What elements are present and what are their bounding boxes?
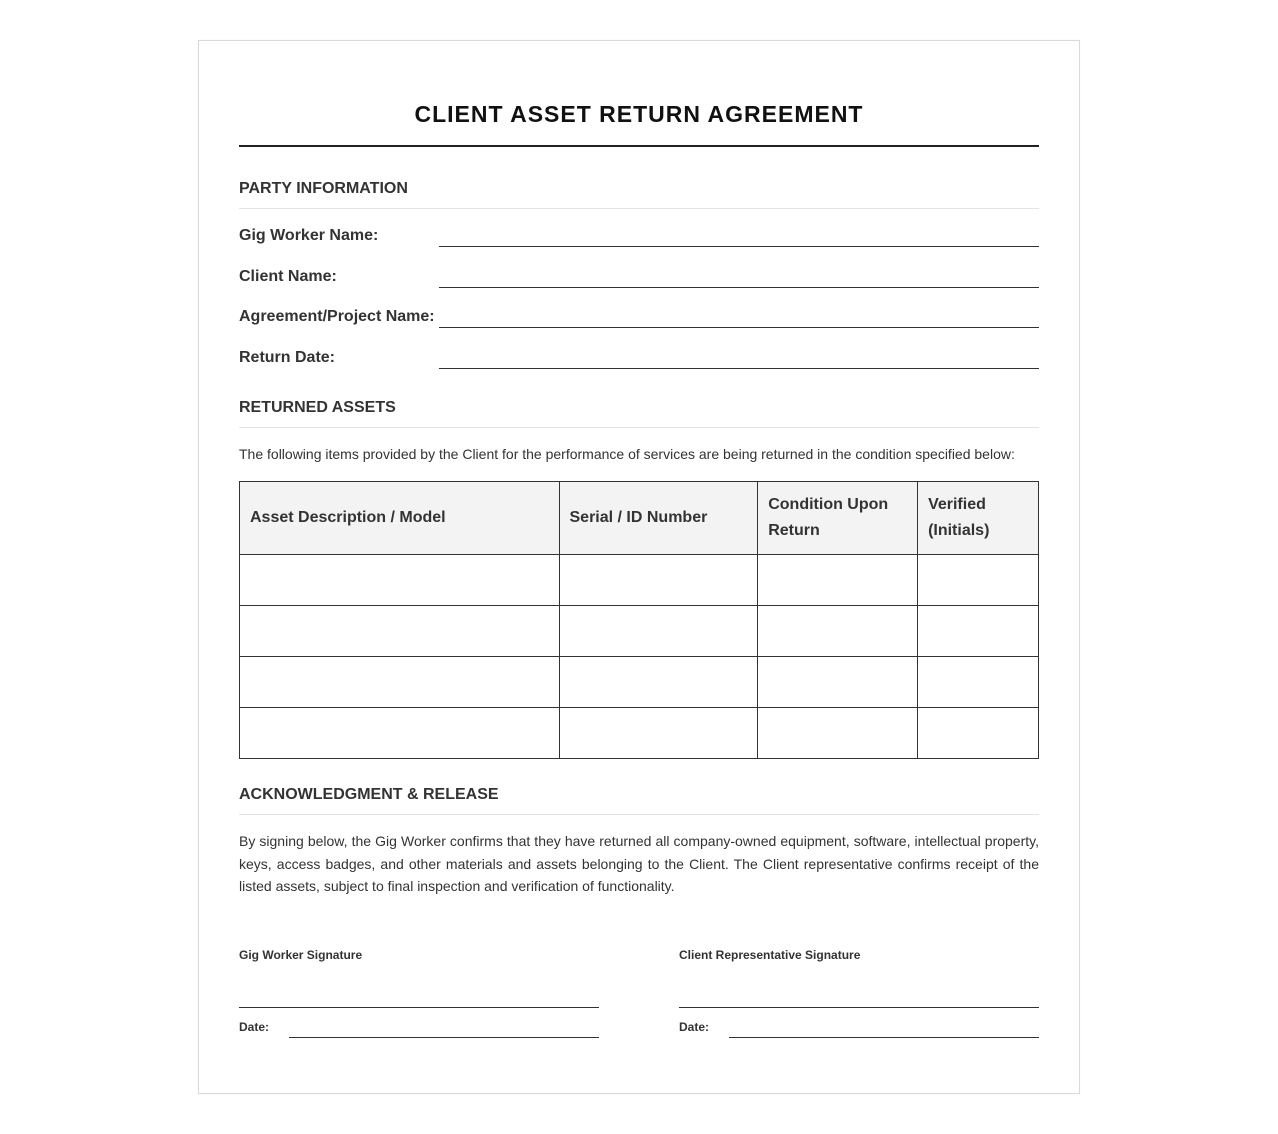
table-cell[interactable] [559, 606, 758, 657]
table-cell[interactable] [240, 606, 560, 657]
return-date-input-line[interactable] [439, 368, 1039, 369]
field-gig-worker-name [239, 227, 1039, 251]
client-signature-line[interactable] [679, 1007, 1039, 1008]
table-cell[interactable] [918, 708, 1039, 759]
table-cell[interactable] [559, 708, 758, 759]
agreement-project-name-input-line[interactable] [439, 327, 1039, 328]
table-row [240, 555, 1039, 606]
client-name-input-line[interactable] [439, 287, 1039, 288]
column-header-verified: Verified (Initials) [918, 482, 1039, 555]
table-cell[interactable] [918, 555, 1039, 606]
client-signature-label: Client Representative Signature [679, 948, 861, 962]
section-heading-acknowledgment: ACKNOWLEDGMENT & RELEASE [239, 786, 1039, 815]
gig-worker-signature-label: Gig Worker Signature [239, 948, 363, 962]
table-cell[interactable] [240, 555, 560, 606]
field-label: Agreement/Project Name: [239, 308, 435, 325]
column-header-serial-id: Serial / ID Number [559, 482, 758, 555]
table-cell[interactable] [918, 657, 1039, 708]
table-cell[interactable] [559, 555, 758, 606]
client-signature-block [679, 948, 1039, 1048]
gig-worker-signature-line[interactable] [239, 1007, 599, 1008]
section-heading-party-information: PARTY INFORMATION [239, 180, 1039, 209]
table-row [240, 606, 1039, 657]
table-header-row [240, 482, 1039, 555]
field-agreement-project-name [239, 308, 1039, 332]
field-label: Return Date: [239, 349, 336, 366]
gig-worker-date-line[interactable] [289, 1037, 599, 1038]
table-cell[interactable] [758, 555, 918, 606]
table-cell[interactable] [240, 657, 560, 708]
column-header-condition: Condition Upon Return [758, 482, 918, 555]
client-date-label: Date: [679, 1020, 710, 1034]
table-cell[interactable] [758, 606, 918, 657]
table-cell[interactable] [758, 708, 918, 759]
table-cell[interactable] [240, 708, 560, 759]
table-row [240, 657, 1039, 708]
field-return-date [239, 349, 1039, 373]
client-date-line[interactable] [729, 1037, 1039, 1038]
field-client-name [239, 268, 1039, 292]
document-title: CLIENT ASSET RETURN AGREEMENT [414, 101, 864, 127]
returned-assets-table [239, 481, 1039, 759]
field-label: Client Name: [239, 268, 337, 285]
table-cell[interactable] [559, 657, 758, 708]
table-cell[interactable] [758, 657, 918, 708]
title-divider [239, 145, 1039, 147]
returned-assets-intro: The following items provided by the Client for the performance of services are being returned in the condition specified below: [239, 446, 1015, 462]
section-heading-returned-assets: RETURNED ASSETS [239, 399, 1039, 428]
column-header-asset-description: Asset Description / Model [240, 482, 560, 555]
table-cell[interactable] [918, 606, 1039, 657]
gig-worker-signature-block [239, 948, 599, 1048]
document-page [198, 40, 1080, 1094]
gig-worker-date-label: Date: [239, 1020, 270, 1034]
field-label: Gig Worker Name: [239, 227, 379, 244]
table-row [240, 708, 1039, 759]
gig-worker-name-input-line[interactable] [439, 246, 1039, 247]
acknowledgment-text: By signing below, the Gig Worker confirms that they have returned all company-owned equipment, software, intellectual property, keys, access badges, and other materials and assets belonging to the Client. The Client representative confirms receipt of the listed assets, subject to final inspection and verification of functionality. [239, 833, 1039, 894]
